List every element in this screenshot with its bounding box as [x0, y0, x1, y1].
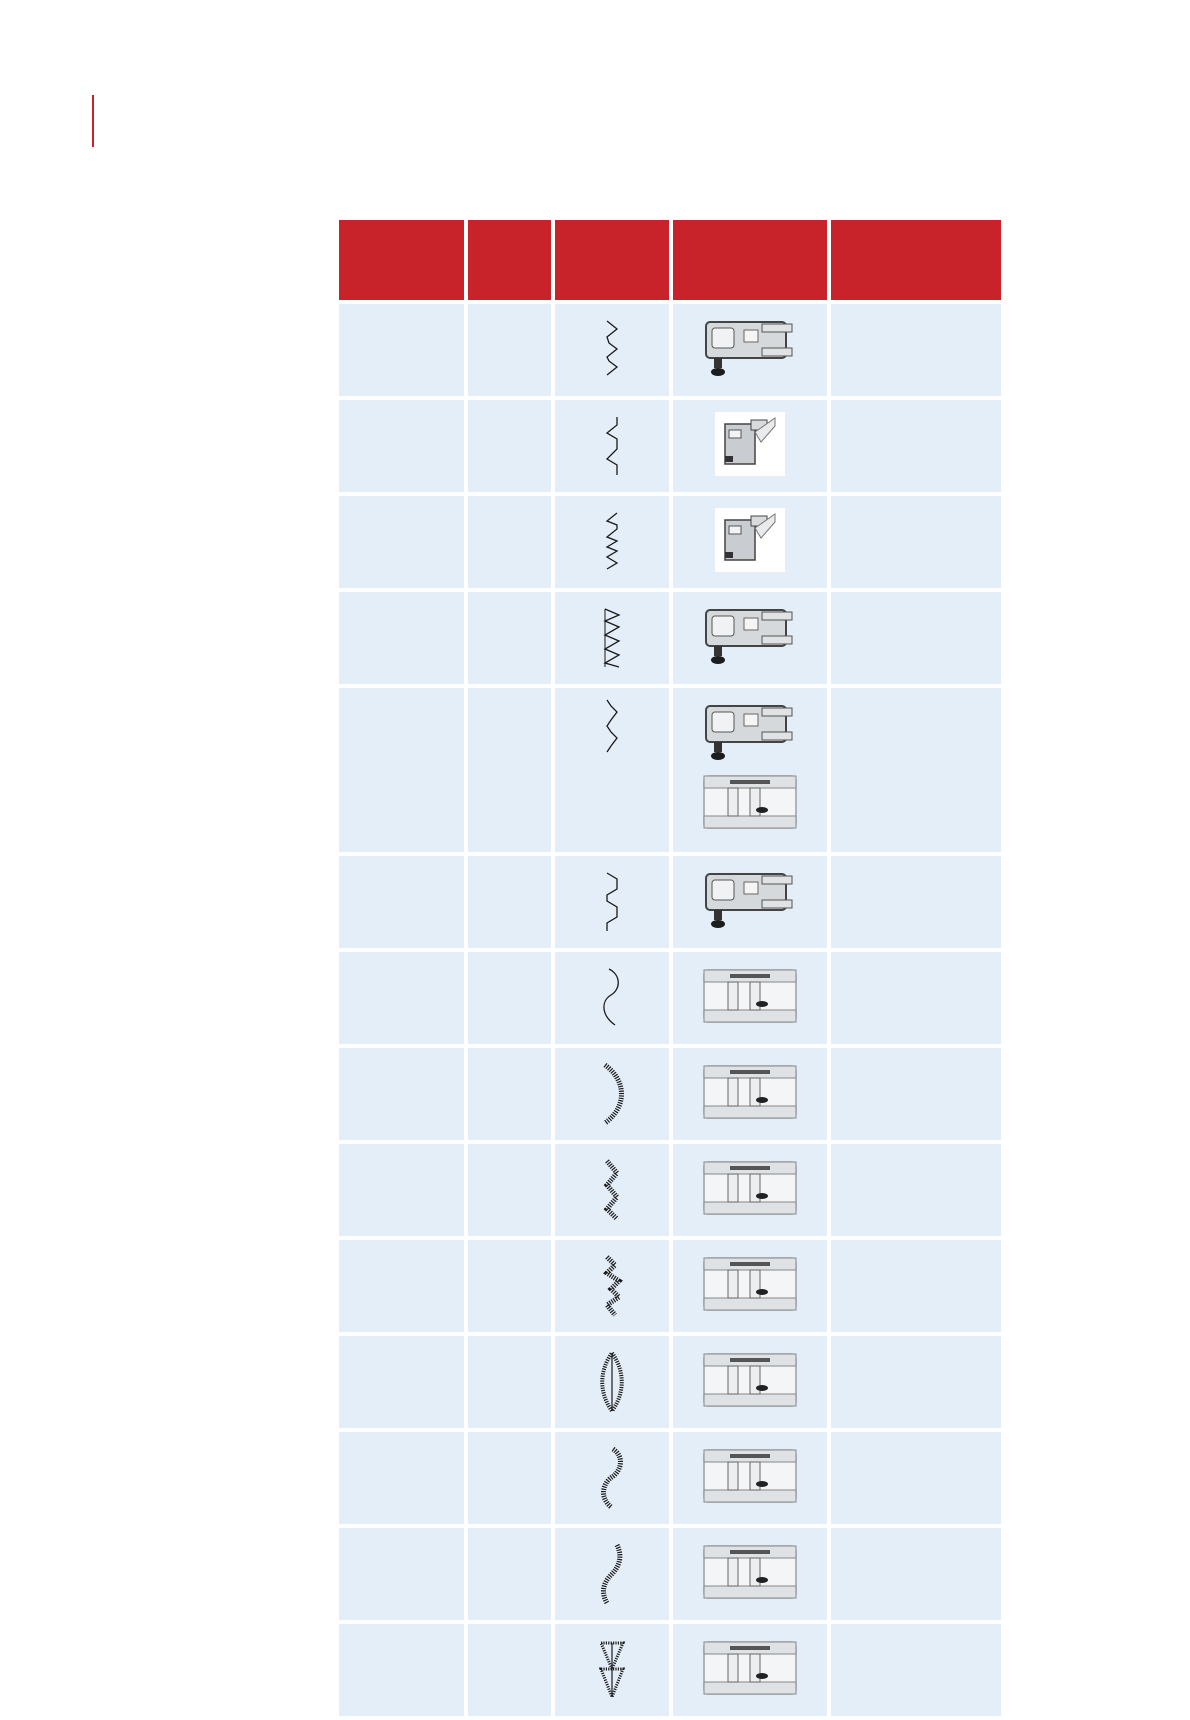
foot-cell [673, 1432, 827, 1524]
row-cell-2 [468, 1048, 551, 1140]
multi-step-zigzag-stitch-icon [597, 319, 627, 381]
row-cell-5 [831, 688, 1001, 852]
foot-cell [673, 1336, 827, 1428]
stitch-table [335, 216, 1005, 1720]
metal-presser-foot-icon [700, 604, 800, 668]
foot-cell [673, 400, 827, 492]
header-cell-4 [673, 220, 827, 300]
table-row [339, 400, 1001, 492]
stitch-cell [555, 1240, 669, 1332]
row-cell-1 [339, 856, 464, 948]
clear-presser-foot-icon [700, 770, 800, 834]
stitch-cell [555, 304, 669, 396]
table-row [339, 1336, 1001, 1428]
row-cell-2 [468, 1624, 551, 1716]
row-cell-2 [468, 592, 551, 684]
header-cell-2 [468, 220, 551, 300]
table-header-row [339, 220, 1001, 300]
triangle-satin-stitch-icon [597, 1639, 627, 1701]
foot-cell [673, 496, 827, 588]
stitch-cell [555, 1048, 669, 1140]
foot-cell [673, 856, 827, 948]
row-cell-1 [339, 952, 464, 1044]
blind-hem-foot-icon [715, 508, 785, 572]
header-cell-5 [831, 220, 1001, 300]
row-cell-5 [831, 304, 1001, 396]
foot-cell [673, 952, 827, 1044]
table-row [339, 1240, 1001, 1332]
row-cell-1 [339, 1144, 464, 1236]
stitch-cell [555, 688, 669, 852]
clear-presser-foot-icon [700, 1540, 800, 1604]
stitch-cell [555, 1336, 669, 1428]
stitch-cell [555, 1432, 669, 1524]
row-cell-2 [468, 304, 551, 396]
row-cell-1 [339, 1624, 464, 1716]
stitch-cell [555, 1144, 669, 1236]
row-cell-1 [339, 592, 464, 684]
step-satin-stitch-icon [597, 1255, 627, 1317]
foot-cell [673, 1528, 827, 1620]
clear-presser-foot-icon [700, 964, 800, 1028]
table-row [339, 592, 1001, 684]
wave-stitch-icon [597, 967, 627, 1029]
stitch-cell [555, 400, 669, 492]
foot-cell [673, 688, 827, 852]
leaf-satin-stitch-icon [597, 1351, 627, 1413]
row-cell-5 [831, 400, 1001, 492]
clear-presser-foot-icon [700, 1252, 800, 1316]
metal-presser-foot-icon [700, 700, 800, 764]
metal-presser-foot-icon [700, 868, 800, 932]
row-cell-2 [468, 856, 551, 948]
table-row [339, 856, 1001, 948]
metal-presser-foot-icon [700, 316, 800, 380]
clear-presser-foot-icon [700, 1444, 800, 1508]
row-cell-2 [468, 952, 551, 1044]
clear-presser-foot-icon [700, 1060, 800, 1124]
row-cell-2 [468, 1528, 551, 1620]
reverse-s-curve-satin-stitch-icon [597, 1543, 627, 1605]
blind-hem-stitch-icon [597, 415, 627, 477]
table-row [339, 496, 1001, 588]
clear-presser-foot-icon [700, 1348, 800, 1412]
table-row [339, 952, 1001, 1044]
table-row [339, 1048, 1001, 1140]
row-cell-1 [339, 304, 464, 396]
elastic-blind-hem-stitch-icon [597, 511, 627, 573]
foot-cell [673, 1240, 827, 1332]
blind-hem-foot-icon [715, 412, 785, 476]
three-step-zigzag-stitch-icon [597, 698, 627, 760]
header-cell-1 [339, 220, 464, 300]
row-cell-5 [831, 592, 1001, 684]
row-cell-5 [831, 856, 1001, 948]
row-cell-1 [339, 688, 464, 852]
stitch-cell [555, 1624, 669, 1716]
stitch-cell [555, 952, 669, 1044]
s-curve-satin-stitch-icon [597, 1447, 627, 1509]
row-cell-2 [468, 1240, 551, 1332]
row-cell-2 [468, 688, 551, 852]
page-accent-bar [92, 95, 94, 147]
row-cell-5 [831, 1432, 1001, 1524]
row-cell-2 [468, 400, 551, 492]
row-cell-2 [468, 496, 551, 588]
table-row [339, 1624, 1001, 1716]
row-cell-1 [339, 400, 464, 492]
row-cell-5 [831, 1624, 1001, 1716]
stitch-cell [555, 1528, 669, 1620]
row-cell-1 [339, 496, 464, 588]
row-cell-5 [831, 952, 1001, 1044]
clear-presser-foot-icon [700, 1156, 800, 1220]
foot-cell [673, 592, 827, 684]
foot-cell [673, 1048, 827, 1140]
header-cell-3 [555, 220, 669, 300]
table-row [339, 304, 1001, 396]
row-cell-5 [831, 1144, 1001, 1236]
row-cell-1 [339, 1528, 464, 1620]
foot-cell [673, 1144, 827, 1236]
row-cell-2 [468, 1336, 551, 1428]
table-row [339, 1432, 1001, 1524]
row-cell-1 [339, 1240, 464, 1332]
row-cell-1 [339, 1048, 464, 1140]
row-cell-5 [831, 1336, 1001, 1428]
stitch-cell [555, 856, 669, 948]
row-cell-5 [831, 1048, 1001, 1140]
table-row [339, 1528, 1001, 1620]
row-cell-2 [468, 1432, 551, 1524]
stitch-cell [555, 496, 669, 588]
crescent-satin-stitch-icon [597, 1063, 627, 1125]
foot-cell [673, 304, 827, 396]
foot-cell [673, 1624, 827, 1716]
clear-presser-foot-icon [700, 1636, 800, 1700]
row-cell-5 [831, 496, 1001, 588]
overlock-zigzag-stitch-icon [597, 607, 627, 669]
table-row [339, 1144, 1001, 1236]
row-cell-5 [831, 1240, 1001, 1332]
row-cell-1 [339, 1336, 464, 1428]
zigzag-satin-stitch-icon [597, 1159, 627, 1221]
row-cell-5 [831, 1528, 1001, 1620]
stitch-cell [555, 592, 669, 684]
table-row [339, 688, 1001, 852]
running-stitch-icon [597, 871, 627, 933]
row-cell-1 [339, 1432, 464, 1524]
row-cell-2 [468, 1144, 551, 1236]
